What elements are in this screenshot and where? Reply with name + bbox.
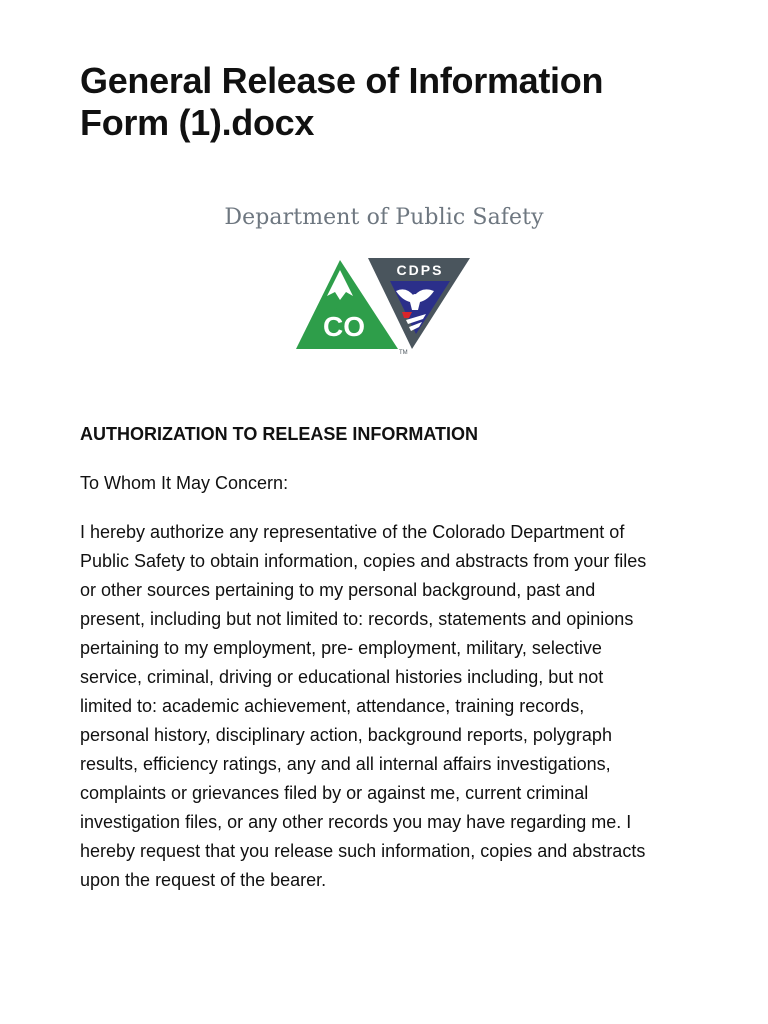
section-heading: AUTHORIZATION TO RELEASE INFORMATION bbox=[80, 424, 478, 444]
department-name: Department of Public Safety bbox=[224, 205, 544, 230]
logo-co-text: CO bbox=[323, 311, 365, 342]
colorado-cdps-logo-icon bbox=[294, 256, 474, 356]
cdps-logo bbox=[294, 256, 474, 356]
paragraph-line: present, including but not limited to: records, statements and opinions bbox=[80, 609, 634, 629]
paragraph-line: hereby request that you release such information, copies and abstracts bbox=[80, 841, 646, 861]
trademark-text: TM bbox=[399, 350, 408, 356]
logo-cdps-text: CDPS bbox=[396, 262, 444, 278]
paragraph-line: upon the request of the bearer. bbox=[80, 870, 327, 890]
paragraph-line: results, efficiency ratings, any and all internal affairs investigations, bbox=[80, 754, 611, 774]
paragraph-line: investigation files, or any other records you may have regarding me. I bbox=[80, 812, 632, 832]
paragraph-line: service, criminal, driving or educational histories including, but not bbox=[80, 667, 604, 687]
document-title: General Release of Information Form (1).docx bbox=[80, 60, 604, 143]
paragraph-line: complaints or grievances filed by or against me, current criminal bbox=[80, 783, 589, 803]
authorization-paragraph bbox=[80, 518, 700, 895]
salutation: To Whom It May Concern: bbox=[80, 473, 289, 493]
paragraph-line: or other sources pertaining to my personal background, past and bbox=[80, 580, 596, 600]
letterhead bbox=[0, 205, 768, 230]
paragraph-line: pertaining to my employment, pre- employment, military, selective bbox=[80, 638, 602, 658]
paragraph-line: Public Safety to obtain information, copies and abstracts from your files bbox=[80, 551, 647, 571]
paragraph-line: personal history, disciplinary action, background reports, polygraph bbox=[80, 725, 612, 745]
paragraph-line: I hereby authorize any representative of the Colorado Department of bbox=[80, 522, 625, 542]
paragraph-line: limited to: academic achievement, attendance, training records, bbox=[80, 696, 585, 716]
